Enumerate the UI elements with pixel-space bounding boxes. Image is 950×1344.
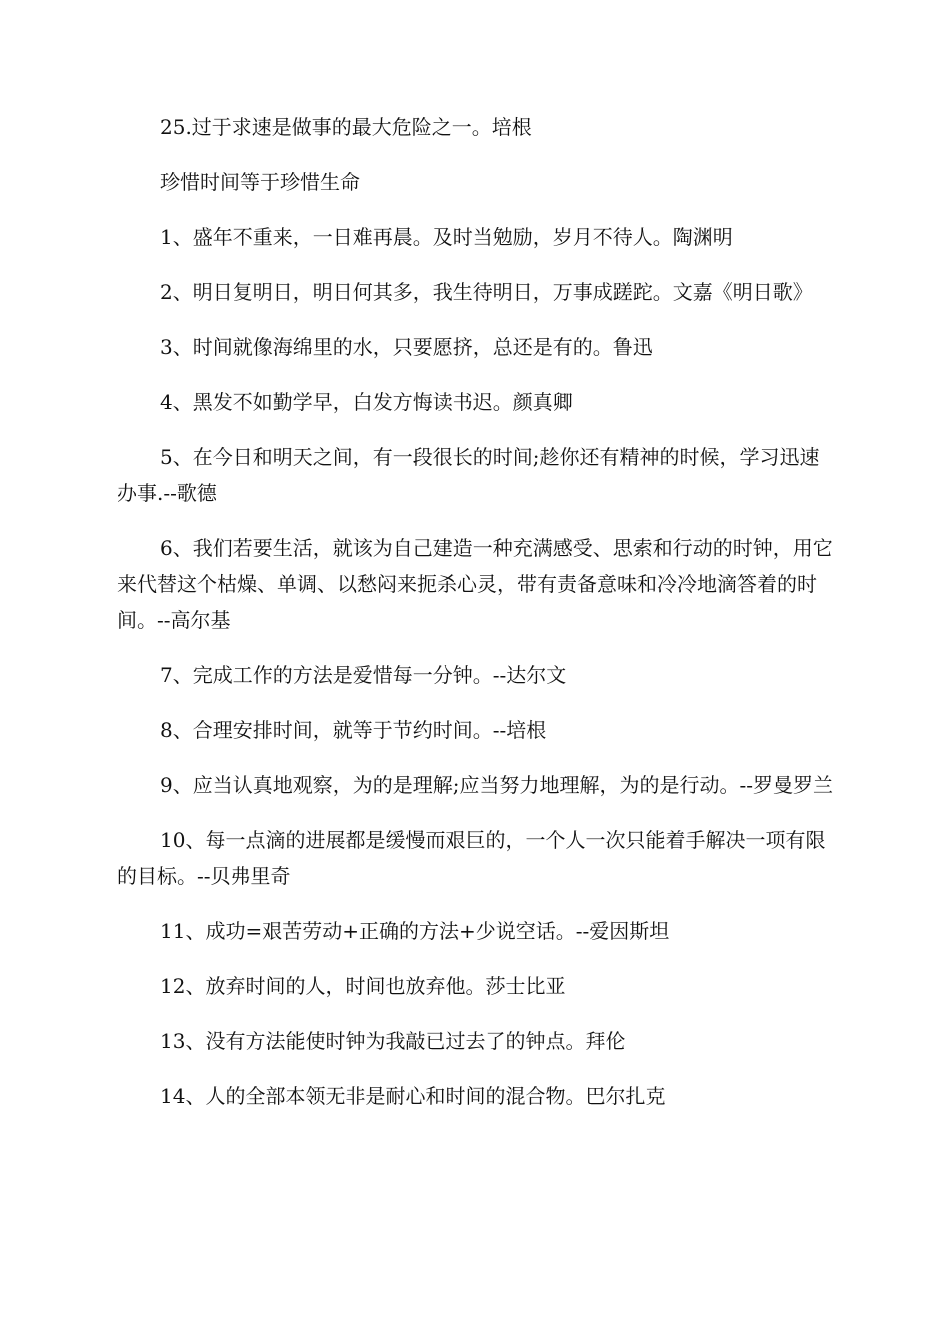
quote-paragraph-6: 6、我们若要生活，就该为自己建造一种充满感受、思索和行动的时钟，用它来代替这个枯燥、单调、以愁闷来扼杀心灵，带有责备意味和冷冷地滴答着的时间。--高尔基 (117, 536, 833, 632)
quote-paragraph-9: 9、应当认真地观察，为的是理解;应当努力地理解，为的是行动。--罗曼罗兰 (160, 773, 833, 797)
quote-paragraph-7: 7、完成工作的方法是爱惜每一分钟。--达尔文 (160, 663, 567, 687)
document-body (117, 109, 835, 1133)
quote-paragraph-1: 1、盛年不重来，一日难再晨。及时当勉励，岁月不待人。陶渊明 (160, 225, 733, 249)
quote-paragraph-11: 11、成功=艰苦劳动+正确的方法+少说空话。--爱因斯坦 (160, 919, 670, 943)
quote-paragraph-5: 5、在今日和明天之间，有一段很长的时间;趁你还有精神的时候，学习迅速办事.--歌德 (117, 445, 820, 505)
quote-paragraph-12: 12、放弃时间的人，时间也放弃他。莎士比亚 (160, 974, 566, 998)
quote-paragraph-8: 8、合理安排时间，就等于节约时间。--培根 (160, 718, 547, 742)
quote-paragraph-10: 10、每一点滴的进展都是缓慢而艰巨的，一个人一次只能着手解决一项有限的目标。--贝弗里奇 (117, 828, 826, 888)
quote-paragraph-2: 2、明日复明日，明日何其多，我生待明日，万事成蹉跎。文嘉《明日歌》 (160, 280, 813, 304)
section-heading: 珍惜时间等于珍惜生命 (160, 170, 360, 194)
quote-paragraph-14: 14、人的全部本领无非是耐心和时间的混合物。巴尔扎克 (160, 1084, 666, 1108)
quote-paragraph-13: 13、没有方法能使时钟为我敲已过去了的钟点。拜伦 (160, 1029, 626, 1053)
quote-paragraph-25: 25.过于求速是做事的最大危险之一。培根 (160, 115, 532, 139)
quote-paragraph-4: 4、黑发不如勤学早，白发方悔读书迟。颜真卿 (160, 390, 573, 414)
quote-paragraph-3: 3、时间就像海绵里的水，只要愿挤，总还是有的。鲁迅 (160, 335, 653, 359)
